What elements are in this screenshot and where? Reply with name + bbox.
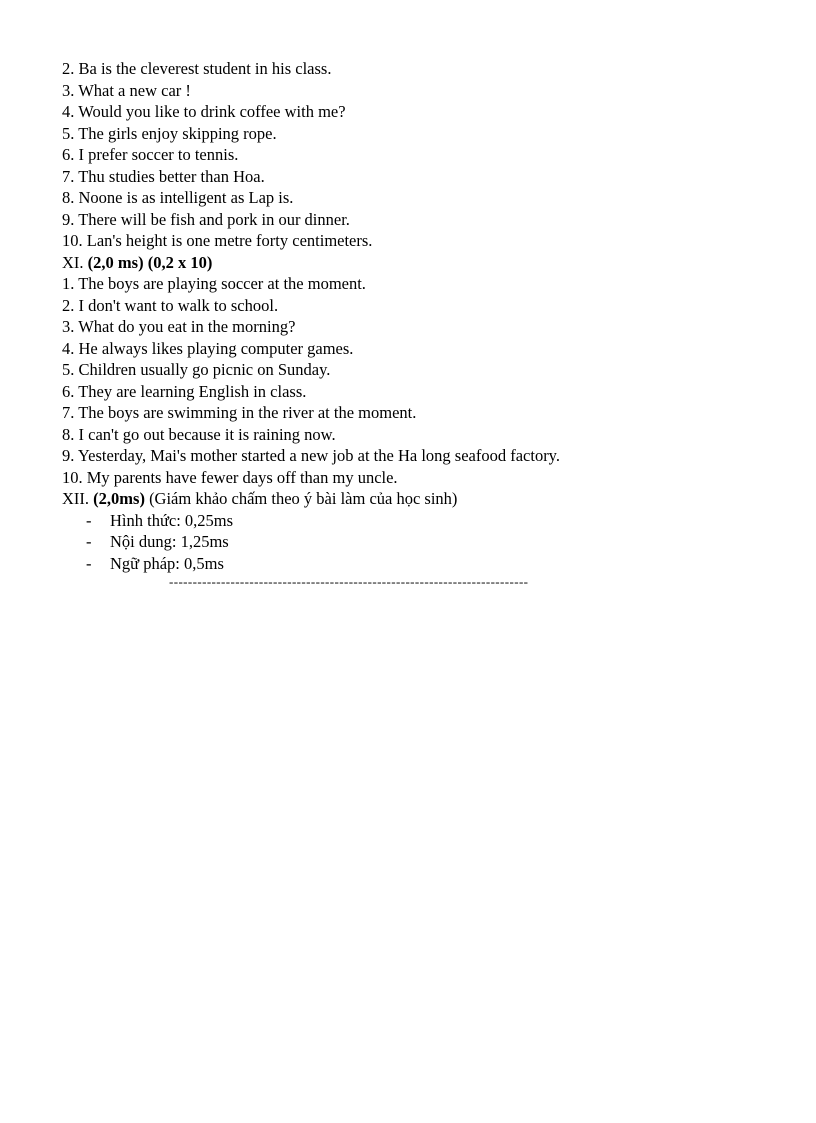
section-x-item-3: 3. What a new car ! [62, 80, 191, 100]
answer-key-content [62, 58, 762, 574]
section-x-item-6: 6. I prefer soccer to tennis. [62, 145, 239, 164]
end-divider: ---------------------------------------------------------------------------- [169, 574, 529, 589]
section-xi-item-7: 7. The boys are swimming in the river at the moment. [62, 403, 417, 422]
section-x-item-8: 8. Noone is as intelligent as Lap is. [62, 188, 294, 207]
bullet-dash: - [86, 532, 92, 551]
section-xi-item-2: 2. I don't want to walk to school. [62, 295, 279, 315]
section-xii-heading [62, 488, 762, 510]
section-xi-item-4: 4. He always likes playing computer games. [62, 338, 354, 358]
section-x-item-4: 4. Would you like to drink coffee with me? [62, 102, 346, 121]
section-x-item-2: 2. Ba is the cleverest student in his class. [62, 59, 332, 78]
bullet-dash: - [86, 510, 92, 530]
bullet-text: Ngữ pháp: 0,5ms [110, 553, 224, 573]
section-xii-score: (2,0ms) [93, 489, 145, 508]
section-xii-bullet-1 [62, 510, 762, 532]
section-x-item-5: 5. The girls enjoy skipping rope. [62, 123, 277, 143]
section-xi-item-5: 5. Children usually go picnic on Sunday. [62, 360, 331, 379]
section-xi-item-10: 10. My parents have fewer days off than my uncle. [62, 467, 398, 487]
bullet-text: Hình thức: 0,25ms [110, 510, 234, 530]
section-xi-item-3: 3. What do you eat in the morning? [62, 317, 296, 336]
section-xi-item-6: 6. They are learning English in class. [62, 381, 307, 401]
section-xi-item-8: 8. I can't go out because it is raining now. [62, 424, 336, 444]
section-xi-item-9: 9. Yesterday, Mai's mother started a new job at the Ha long seafood factory. [62, 446, 560, 465]
section-x-item-7: 7. Thu studies better than Hoa. [62, 166, 265, 186]
section-xii-label: XII. [62, 489, 94, 508]
section-xi-item-1: 1. The boys are playing soccer at the moment. [62, 274, 366, 293]
section-x-item-9: 9. There will be fish and pork in our dinner. [62, 209, 350, 229]
section-xii-note: (Giám khảo chấm theo ý bài làm của học sinh) [144, 489, 458, 508]
section-xii-bullet-3 [62, 553, 762, 575]
section-xii-bullet-2 [62, 531, 762, 553]
section-xi-label: XI. [62, 252, 84, 272]
section-xi-score: (2,0 ms) (0,2 x 10) [83, 252, 213, 272]
section-xi-heading [62, 252, 762, 274]
section-x-item-10: 10. Lan's height is one metre forty centimeters. [62, 231, 373, 250]
bullet-text: Nội dung: 1,25ms [110, 532, 229, 551]
bullet-dash: - [86, 553, 92, 573]
